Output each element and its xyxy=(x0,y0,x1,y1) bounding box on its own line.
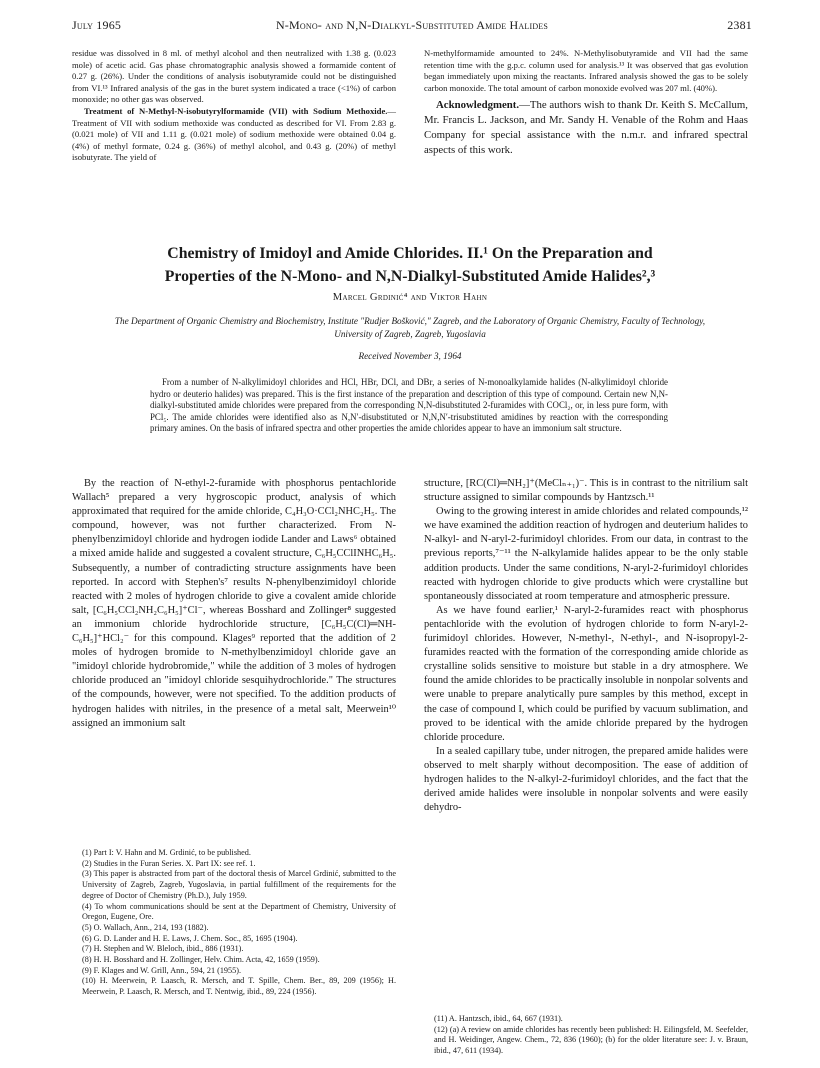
footnote: (12) (a) A review on amide chlorides has recently been published: H. Eilingsfeld, M. Seefelder, and H. Weidinger, Angew. Chem., 72, 836 (1960); (b) for the older literature see: J. v. Braun, ibid., 47, 611 (1934). xyxy=(434,1024,748,1056)
footnote: (11) A. Hantzsch, ibid., 64, 667 (1931). xyxy=(434,1014,563,1023)
footnote: (6) G. D. Lander and H. E. Laws, J. Chem. Soc., 85, 1695 (1904). xyxy=(82,933,298,943)
footnote: (5) O. Wallach, Ann., 214, 193 (1882). xyxy=(82,922,209,932)
body-left-column xyxy=(72,477,396,731)
experimental-paragraph xyxy=(72,106,396,164)
received-date: Received November 3, 1964 xyxy=(358,351,462,361)
experimental-paragraph: N-methylformamide amounted to 24%. N-Methylisobutyramide and VII had the same retention time with the g.p.c. column used for analysis.¹³ It was observed that gas evolution began immediately upon mixing the reactants. Infrared analysis showed the gas to be solely carbon monoxide. The total amount of carbon monoxide evolved was 207 ml. (40%). xyxy=(424,48,748,93)
experimental-paragraph: residue was dissolved in 8 ml. of methyl alcohol and then neutralized with 1.38 g. (0.023 mole) of acetic acid. Gas phase chromatographic analysis showed a formamide content of 0.27 g. (26%). Under the conditions of analysis isobutyramide could not be distinguished from VI.¹³ Infrared analysis of the gas in the buret system indicated a trace (<1%) of carbon monoxide; no other gas was observed. xyxy=(72,48,396,105)
title-line: Chemistry of Imidoyl and Amide Chlorides. II.¹ On the Preparation and xyxy=(167,245,653,262)
footnote: (10) H. Meerwein, P. Laasch, R. Mersch, and T. Spille, Chem. Ber., 89, 209 (1956); H. Meerwein, P. Laasch, R. Mersch, and T. Nentwig, ibid., 89, 224 (1956). xyxy=(82,976,396,997)
affiliation: The Department of Organic Chemistry and Biochemistry, Institute "Rudjer Bošković," Zagreb, and the Laboratory of Organic Chemistry, Faculty of Technology, University of Zagreb, Zagreb, Yugoslavia xyxy=(114,316,706,339)
footnote: (4) To whom communications should be sent at the Department of Chemistry, University of Oregon, Eugene, Ore. xyxy=(82,901,396,922)
footnote: (2) Studies in the Furan Series. X. Part IX: see ref. 1. xyxy=(82,858,256,868)
article-title xyxy=(90,242,730,288)
body-paragraph: As we have found earlier,¹ N-aryl-2-furamides react with phosphorus pentachloride with the evolution of hydrogen chloride to form N-aryl-2-furimidoyl chlorides. However, N-methyl-, N-ethyl-, and N-isopropyl-2-furamides reacted with the formation of the corresponding amide chloride as crystalline solids sensitive to moisture but stable in a dry atmosphere. We found the amide chlorides to be practically insoluble in nonpolar solvents and were unable to prepare analytically pure samples by this method, except in the case of compound I, which could be purified by vacuum sublimation, and proved to be identical with the amide chloride prepared by the hydrogen chloride procedure. xyxy=(424,604,748,743)
running-header xyxy=(72,18,752,34)
page-number: 2381 xyxy=(727,18,752,32)
acknowledgment-text: —The authors wish to thank Dr. Keith S. McCallum, Mr. Francis L. Jackson, and Mr. Sandy H. Venable of the Rohm and Haas Company for special assistance with the n.m.r. and infrared spectral aspects of this work. xyxy=(424,99,748,156)
acknowledgment xyxy=(424,98,748,157)
body-paragraph: structure, [RC(Cl)═NH₂]⁺(MeClₙ₊₁)⁻. This is in contrast to the nitrilium salt structure assigned to similar compounds by Hantzsch.¹¹ xyxy=(424,478,748,504)
body-right-column xyxy=(424,477,748,815)
footnote: (3) This paper is abstracted from part of the doctoral thesis of Marcel Grdinić, submitted to the University of Zagreb, Zagreb, Yugoslavia, in partial fulfillment of the requirements for the degree of Doctor of Chemistry (Ph.D.), July 1959. xyxy=(82,869,396,900)
body-paragraph: Owing to the growing interest in amide chlorides and related compounds,¹² we have examined the addition reaction of hydrogen and deuterium halides to N-alkyl- and N-aryl-2-furimidoyl chlorides. From our data, in contrast to the previous reports,⁷⁻¹¹ the N-alkylamide halides appear to be the only stable addition products. Under the same conditions, N-aryl-2-furimidoyl chlorides reacted with hydrogen chloride to give products which were crystalline but spontaneously dissociated at room temperature and atmospheric pressure. xyxy=(424,506,748,602)
title-line: Properties of the N-Mono- and N,N-Dialkyl-Substituted Amide Halides²,³ xyxy=(164,268,656,285)
authors: Marcel Grdinić⁴ and Viktor Hahn xyxy=(332,292,488,303)
footnotes-right xyxy=(424,1014,748,1057)
footnote: (7) H. Stephen and W. Bleloch, ibid., 886 (1931). xyxy=(82,944,244,954)
previous-article-right-column xyxy=(424,48,748,158)
experimental-text: —Treatment of VII with sodium methoxide was conducted as described for VI. From 2.83 g. (0.021 mole) of VII and 1.11 g. (0.021 mole) of sodium methoxide were obtained 0.04 g. (4%) of methyl formate, 0.24 g. (36%) of methyl alcohol, and 0.43 g. (20%) of methyl isobutyrate. The yield of xyxy=(72,105,396,163)
acknowledgment-heading: Acknowledgment. xyxy=(436,99,520,112)
footnotes-left xyxy=(72,848,396,998)
body-paragraph: By the reaction of N-ethyl-2-furamide with phosphorus pentachloride Wallach⁵ prepared a very hygroscopic product, analysis of which approximated that required for the amide chloride, C₄H₃O·CCl₂NHC₂H₅. The compound, however, was not further characterized. From N-phenylbenzimidoyl chloride and hydrogen iodide Lander and Laws⁶ obtained a mixed amide halide and suggested a covalent structure, C₆H₅CClINHC₆H₅. Subsequently, a number of contradicting structure assignments have been reported. In accord with Stephen's⁷ results N-phenylbenzimidoyl chloride reacted with 2 moles of hydrogen chloride to give a covalent amide chloride salt, [C₆H₅CCl₂NH₂C₆H₅]⁺Cl⁻, whereas Bosshard and Zollinger⁸ suggested an immonium chloride hydrochloride structure, [C₆H₅C(Cl)═NH-C₆H₅]⁺HCl₂⁻ for this compound. Klages⁹ reported that the addition of 2 moles of hydrogen bromide to N-methylbenzimidoyl chloride gave an "imidoyl chloride hydrobromide," while the addition of 3 moles of hydrogen chloride produced an "imidoyl chloride sesquihydrochloride." The structures of the compounds, however, were not specified. To the addition products of hydrogen halides with nitriles, in the presence of a metal salt, Meerwein¹⁰ assigned an immonium salt xyxy=(72,478,396,729)
header-journal-title: N-Mono- and N,N-Dialkyl-Substituted Amide Halides xyxy=(275,18,549,32)
previous-article-left-column xyxy=(72,48,396,164)
experimental-heading: Treatment of N-Methyl-N-isobutyrylformamide (VII) with Sodium Methoxide. xyxy=(84,105,388,116)
footnote: (9) F. Klages and W. Grill, Ann., 594, 21 (1955). xyxy=(82,965,241,975)
abstract: From a number of N-alkylimidoyl chlorides and HCl, HBr, DCl, and DBr, a series of N-monoalkylamide halides (N-alkylimidoyl chloride hydro or deuterio halides) was prepared. This is the first instance of the preparation and description of this type of compound. Certain new N,N-dialkyl-substituted amide chlorides were prepared from the corresponding N,N-disubstituted 2-furamides with COCl₂, or, in less pure form, with PCl₅. The amide chlorides were identified also as N,N′-disubstituted or N,N,N′-trisubstituted amidines by reaction with the corresponding primary amines. On the basis of infrared spectra and other properties the amide chlorides appear to have an immonium salt structure. xyxy=(150,377,668,433)
body-paragraph: In a sealed capillary tube, under nitrogen, the prepared amide halides were observed to melt sharply without decomposition. The ease of addition of hydrogen halides to the N-alkyl-2-furimidoyl chlorides, and the fact that the derived amide halides were insoluble in nonpolar solvents and were easily dehydro- xyxy=(424,745,748,814)
footnote: (8) H. H. Bosshard and H. Zollinger, Helv. Chim. Acta, 42, 1659 (1959). xyxy=(82,955,320,965)
footnote: (1) Part I: V. Hahn and M. Grdinić, to be published. xyxy=(82,848,251,857)
header-date: July 1965 xyxy=(72,18,122,32)
